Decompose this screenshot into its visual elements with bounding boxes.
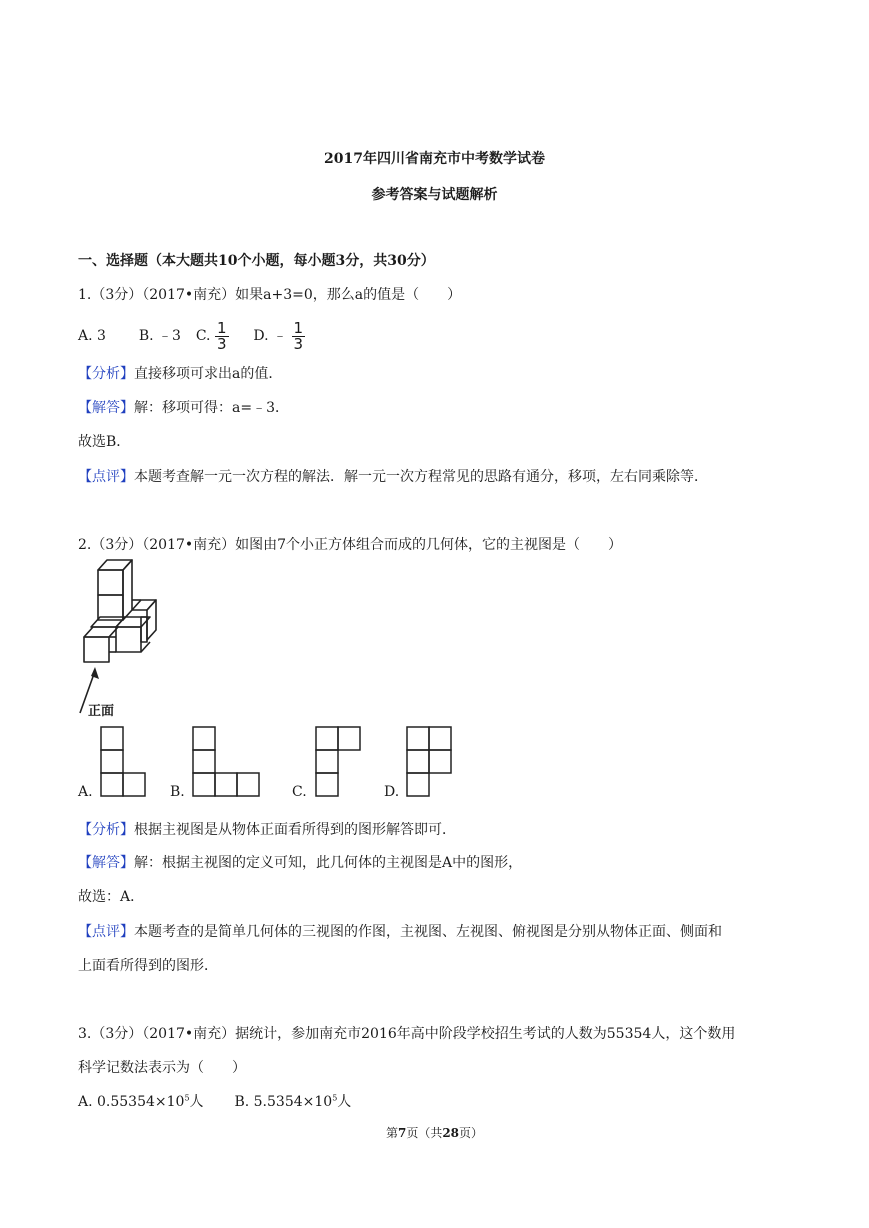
q2-option-c-label: C. (292, 784, 307, 800)
q3-option-a: A. $0.55354\times 10^5$人 (78, 1093, 204, 1110)
solution-tag: 【解答】 (78, 855, 134, 871)
section-heading: 一、选择题（本大题共10个小题，每小题3分，共30分） (78, 253, 435, 269)
page-number: 7 (397, 1126, 407, 1140)
q1-option-b: B. ﹣3 (138, 328, 181, 344)
q1-analysis: 【分析】直接移项可求出a的值． (78, 366, 283, 382)
q2-stem: 2.（3分）（2017•南充）如图由7个小正方体组合而成的几何体，它的主视图是（ ） (78, 537, 623, 553)
q3-stem-line2: 科学记数法表示为（ ） (78, 1060, 246, 1076)
q2-comment: 【点评】本题考查的是简单几何体的三视图的作图，主视图、左视图、俯视图是分别从物体正面、侧面和 (78, 924, 722, 940)
q1-options (78, 318, 305, 354)
q2-option-a-label: A. (78, 784, 93, 800)
q1-comment: 【点评】本题考查解一元一次方程的解法．解一元一次方程常见的思路有通分，移项，左右同乘除等． (78, 469, 708, 485)
q2-option-d-figure (406, 726, 456, 798)
solution-tag: 【解答】 (78, 400, 134, 416)
q1-solution: 【解答】解：移项可得：a=﹣3． (78, 400, 289, 416)
q1-option-c: C. (195, 328, 211, 344)
q2-option-b-label: B. (170, 784, 185, 800)
q2-comment-line2: 上面看所得到的图形． (78, 958, 218, 974)
q3-stem: 3.（3分）（2017•南充）据统计，参加南充市2016年高中阶段学校招生考试的人数为55354人，这个数用 (78, 1026, 736, 1042)
q1-option-a: A. 3 (78, 328, 106, 344)
q1-option-d: D. ﹣ (253, 328, 288, 344)
analysis-tag: 【分析】 (78, 822, 134, 838)
q2-analysis: 【分析】根据主视图是从物体正面看所得到的图形解答即可． (78, 822, 456, 838)
front-label: 正面 (88, 704, 115, 719)
q2-choice: 故选：A． (78, 889, 145, 905)
q2-option-a-figure (100, 726, 150, 798)
page-title: 2017年四川省南充市中考数学试卷 (324, 151, 545, 167)
q1-choice: 故选B． (78, 434, 131, 450)
q1-option-c-fraction: $\frac{1}{3}$ (216, 318, 227, 353)
q3-option-b: B. $5.5354\times 10^5$人 (234, 1093, 352, 1110)
analysis-tag: 【分析】 (78, 366, 134, 382)
q1-option-d-fraction: $\frac{1}{3}$ (293, 318, 304, 353)
cube-figure (70, 555, 180, 720)
page-footer: 第7页（共28页） (385, 1126, 484, 1140)
q2-option-d-label: D. (384, 784, 400, 800)
q1-stem: 1.（3分）（2017•南充）如果a+3=0，那么a的值是（ ） (78, 287, 462, 303)
q3-options (78, 1091, 351, 1111)
page-total: 28 (442, 1126, 460, 1140)
q2-option-c-figure (315, 726, 365, 798)
q2-solution: 【解答】解：根据主视图的定义可知，此几何体的主视图是A中的图形， (78, 855, 523, 871)
page-subtitle: 参考答案与试题解析 (371, 187, 498, 203)
comment-tag: 【点评】 (78, 469, 134, 485)
q2-option-b-figure (192, 726, 264, 798)
comment-tag: 【点评】 (78, 924, 134, 940)
